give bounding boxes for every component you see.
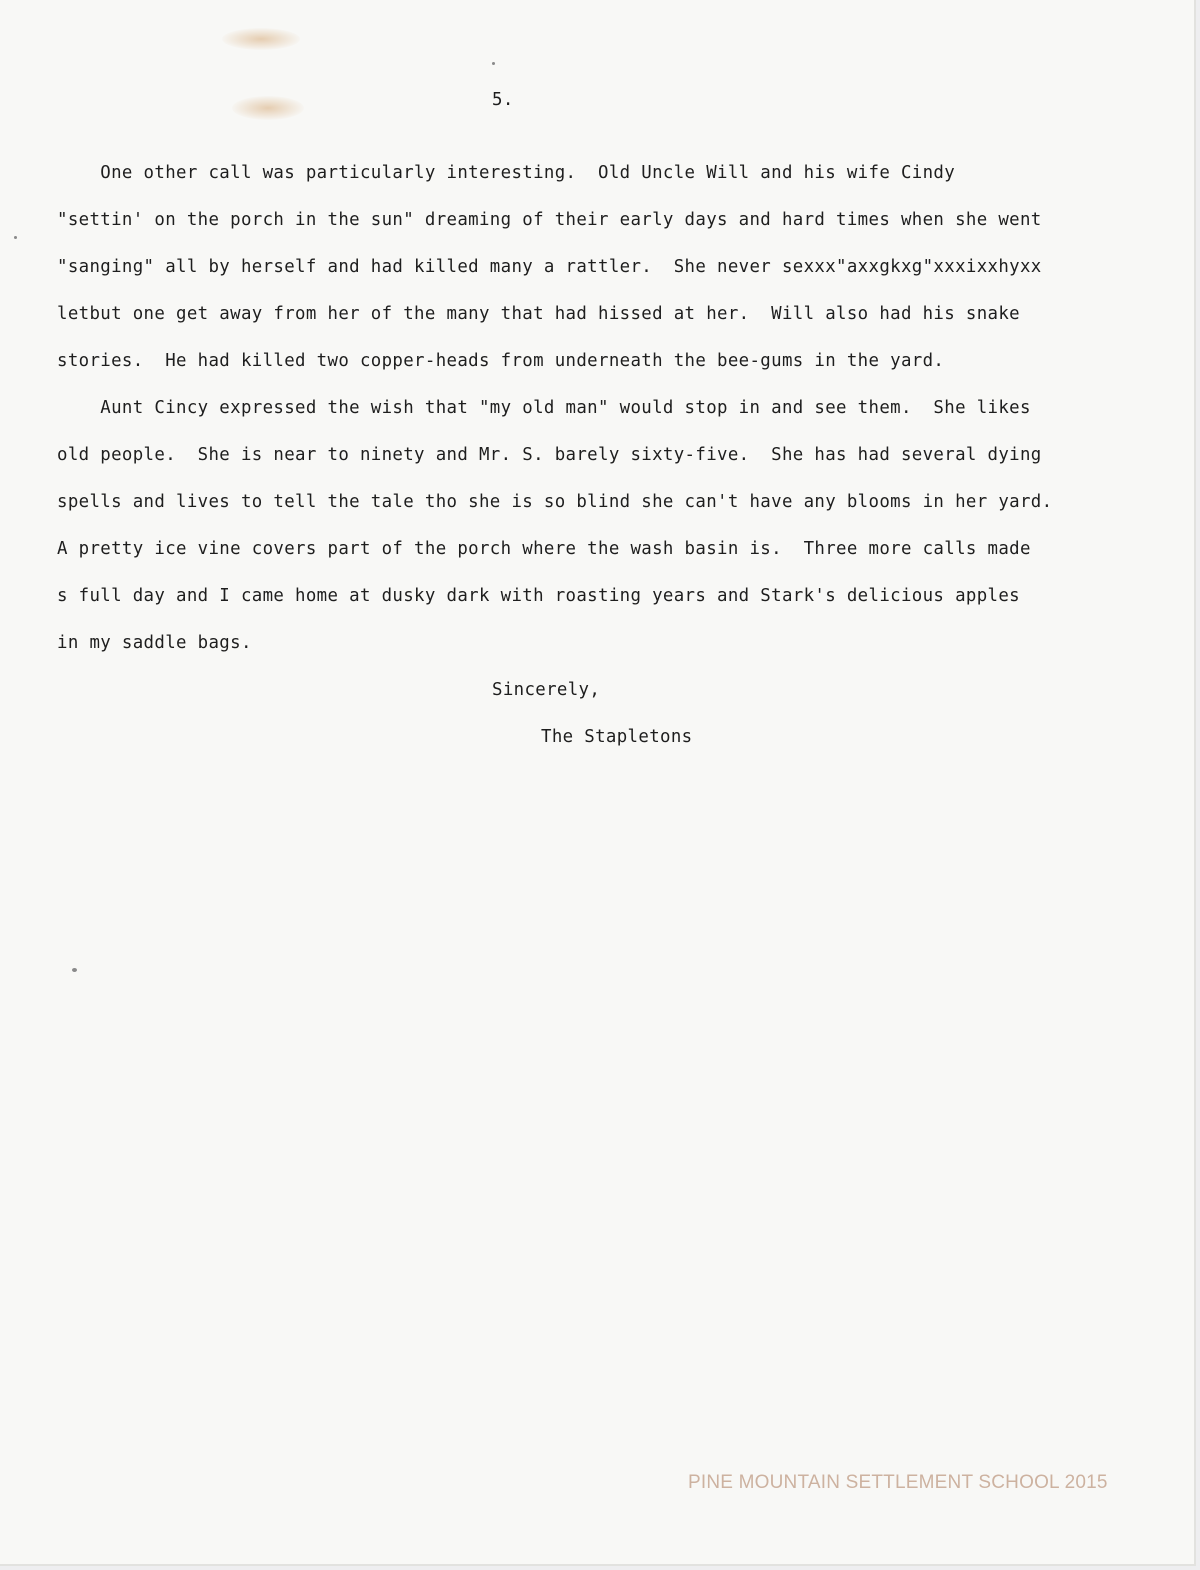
letter-line: old people. She is near to ninety and Mr. S. barely sixty-five. She has had several dying	[57, 445, 1042, 465]
letter-line: in my saddle bags.	[57, 633, 252, 653]
page-number: 5.	[492, 90, 514, 110]
letter-line: "sanging" all by herself and had killed many a rattler. She never sexxx"axxgkxg"xxxixxhyxx	[57, 257, 1042, 277]
letter-line: s full day and I came home at dusky dark with roasting years and Stark's delicious apples	[57, 586, 1020, 606]
ink-speck	[492, 62, 495, 65]
ink-speck	[72, 968, 77, 972]
letter-line: stories. He had killed two copper-heads from underneath the bee-gums in the yard.	[57, 351, 945, 371]
paper-stain	[222, 28, 300, 50]
paper-stain	[232, 96, 304, 120]
archive-watermark: PINE MOUNTAIN SETTLEMENT SCHOOL 2015	[688, 1472, 1108, 1493]
letter-closing: Sincerely,	[492, 680, 601, 700]
letter-line: letbut one get away from her of the many that had hissed at her. Will also had his snake	[57, 304, 1020, 324]
letter-line: "settin' on the porch in the sun" dreaming of their early days and hard times when she went	[57, 210, 1042, 230]
letter-line: spells and lives to tell the tale tho she is so blind she can't have any blooms in her yard.	[57, 492, 1053, 512]
letter-line: Aunt Cincy expressed the wish that "my old man" would stop in and see them. She likes	[57, 398, 1031, 418]
ink-speck	[14, 236, 17, 239]
letter-line: One other call was particularly interesting. Old Uncle Will and his wife Cindy	[57, 163, 956, 183]
letter-signature: The Stapletons	[541, 727, 693, 747]
letter-line: A pretty ice vine covers part of the porch where the wash basin is. Three more calls made	[57, 539, 1031, 559]
